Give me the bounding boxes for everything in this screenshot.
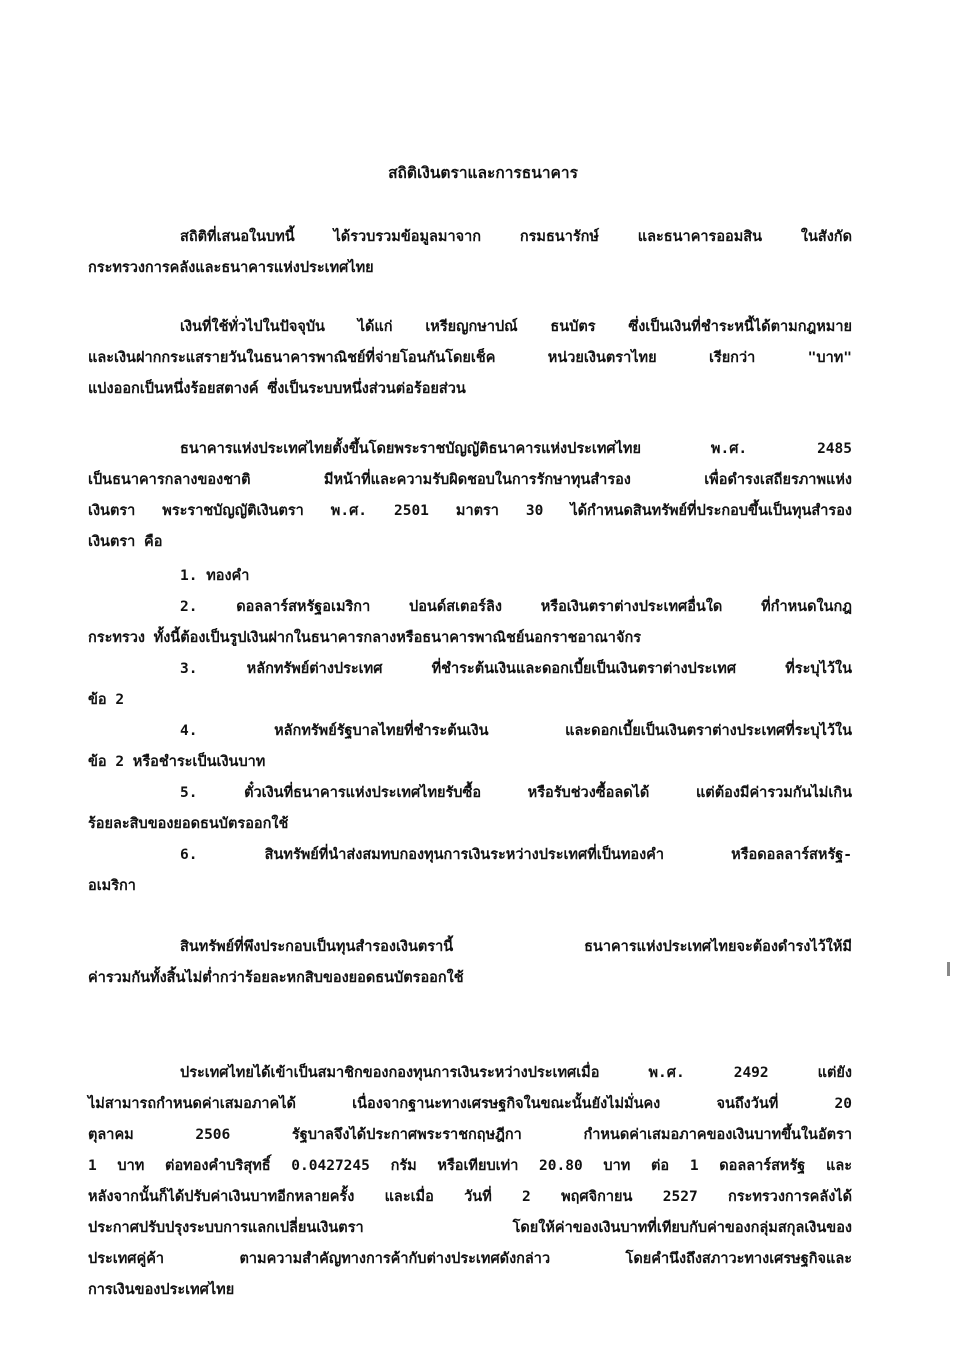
list-item: 3. หลักทรัพย์ต่างประเทศ ที่ชำระต้นเงินและดอกเบี้ยเป็นเงินตราต่างประเทศ ที่ระบุไว้ใน (180, 661, 852, 677)
scan-mark (947, 962, 950, 976)
text-line: ตุลาคม 2506 รัฐบาลจึงได้ประกาศพระราชกฤษฎีกา กำหนดค่าเสมอภาคของเงินบาทขึ้นในอัตรา (88, 1127, 852, 1143)
text-line: การเงินของประเทศไทย (88, 1282, 235, 1298)
text-line: กระทรวงการคลังและธนาคารแห่งประเทศไทย (88, 260, 374, 276)
text-line: ธนาคารแห่งประเทศไทยตั้งขึ้นโดยพระราชบัญญัติธนาคารแห่งประเทศไทย พ.ศ. 2485 (180, 441, 852, 457)
text-line: ประเทศไทยได้เข้าเป็นสมาชิกของกองทุนการเงินระหว่างประเทศเมื่อ พ.ศ. 2492 แต่ยัง (180, 1065, 852, 1081)
list-item: 6. สินทรัพย์ที่นำส่งสมทบกองทุนการเงินระหว่างประเทศที่เป็นทองคำ หรือดอลลาร์สหรัฐ- (180, 847, 852, 863)
list-item: 1. ทองคำ (180, 568, 250, 584)
text-line: และเงินฝากกระแสรายวันในธนาคารพาณิชย์ที่จ่ายโอนกันโดยเช็ค หน่วยเงินตราไทย เรียกว่า "บาท" (88, 350, 852, 366)
paragraph-central-bank (88, 434, 852, 558)
text-line: เงินตรา พระราชบัญญัติเงินตรา พ.ศ. 2501 มาตรา 30 ได้กำหนดสินทรัพย์ที่ประกอบขึ้นเป็นทุนสำรอง (88, 503, 852, 519)
text-line: แบ่งออกเป็นหนึ่งร้อยสตางค์ ซึ่งเป็นระบบหนึ่งส่วนต่อร้อยส่วน (88, 381, 466, 397)
text-line: ค่ารวมกันทั้งสิ้นไม่ต่ำกว่าร้อยละหกสิบของยอดธนบัตรออกใช้ (88, 970, 464, 986)
text-line: ประเทศคู่ค้า ตามความสำคัญทางการค้ากับต่างประเทศดังกล่าว โดยคำนึงถึงสภาวะทางเศรษฐกิจและ (88, 1251, 852, 1267)
text-line: ไม่สามารถกำหนดค่าเสมอภาคได้ เนื่องจากฐานะทางเศรษฐกิจในขณะนั้นยังไม่มั่นคง จนถึงวันที่ 20 (88, 1096, 852, 1112)
paragraph-sources (88, 222, 852, 284)
text-line: หลังจากนั้นก็ได้ปรับค่าเงินบาทอีกหลายครั้ง และเมื่อ วันที่ 2 พฤศจิกายน 2527 กระทรวงการคลังได้ (88, 1189, 852, 1205)
list-item-continuation: ร้อยละสิบของยอดธนบัตรออกใช้ (88, 816, 289, 832)
text-line: ประกาศปรับปรุงระบบการแลกเปลี่ยนเงินตรา โดยให้ค่าของเงินบาทที่เทียบกับค่าของกลุ่มสกุลเงินของ (88, 1220, 852, 1236)
text-line: 1 บาท ต่อทองคำบริสุทธิ์ 0.0427245 กรัม หรือเทียบเท่า 20.80 บาท ต่อ 1 ดอลลาร์สหรัฐ และ (88, 1158, 852, 1174)
reserve-asset-list (88, 561, 852, 902)
list-item-continuation: ข้อ 2 (88, 692, 125, 708)
list-item: 4. หลักทรัพย์รัฐบาลไทยที่ชำระต้นเงิน และดอกเบี้ยเป็นเงินตราต่างประเทศที่ระบุไว้ใน (180, 723, 852, 739)
text-line: เงินตรา คือ (88, 534, 163, 550)
text-line: เงินที่ใช้ทั่วไปในปัจจุบัน ได้แก่ เหรียญกษาปณ์ ธนบัตร ซึ่งเป็นเงินที่ชำระหนี้ได้ตามกฎหมาย (180, 319, 852, 335)
list-item-continuation: ข้อ 2 หรือชำระเป็นเงินบาท (88, 754, 266, 770)
list-item-continuation: อเมริกา (88, 878, 136, 894)
text-line: สถิติที่เสนอในบทนี้ ได้รวบรวมข้อมูลมาจาก กรมธนารักษ์ และธนาคารออมสิน ในสังกัด (180, 229, 852, 245)
paragraph-imf-parity (88, 1058, 852, 1306)
list-item: 5. ตั๋วเงินที่ธนาคารแห่งประเทศไทยรับซื้อ หรือรับช่วงซื้อลดได้ แต่ต้องมีค่ารวมกันไม่เกิน (180, 785, 852, 801)
text-line: เป็นธนาคารกลางของชาติ มีหน้าที่และความรับผิดชอบในการรักษาทุนสำรอง เพื่อดำรงเสถียรภาพแห่ง (88, 472, 852, 488)
paragraph-currency (88, 312, 852, 405)
text-line: สินทรัพย์ที่พึงประกอบเป็นทุนสำรองเงินตรานี้ ธนาคารแห่งประเทศไทยจะต้องดำรงไว้ให้มี (180, 939, 852, 955)
list-item-continuation: กระทรวง ทั้งนี้ต้องเป็นรูปเงินฝากในธนาคารกลางหรือธนาคารพาณิชย์นอกราชอาณาจักร (88, 630, 642, 646)
page-title: สถิติเงินตราและการธนาคาร (388, 164, 578, 182)
list-item: 2. ดอลลาร์สหรัฐอเมริกา ปอนด์สเตอร์ลิง หรือเงินตราต่างประเทศอื่นใด ที่กำหนดในกฎ (180, 599, 852, 615)
paragraph-reserve-ratio (88, 932, 852, 994)
